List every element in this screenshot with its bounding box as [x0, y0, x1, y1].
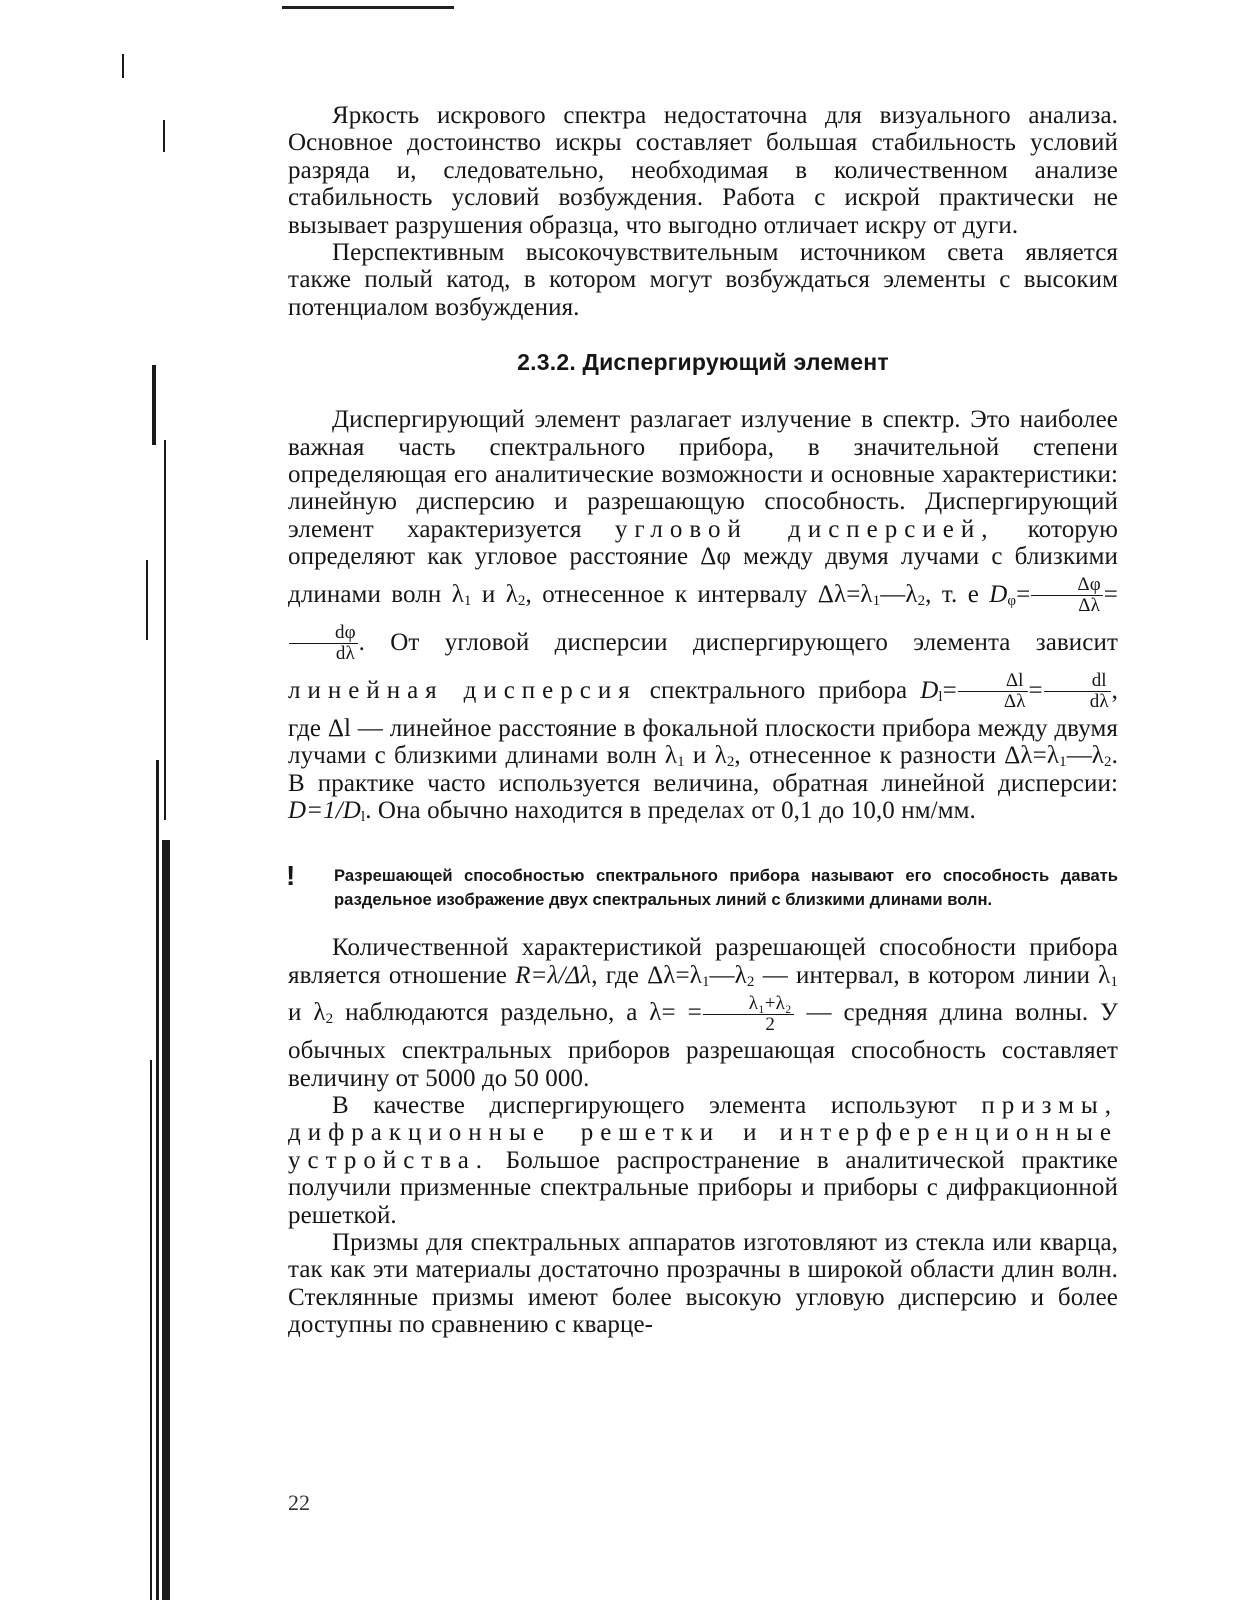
scan-artifact	[152, 365, 156, 445]
paragraph-dispersion: Диспергирующий элемент разлагает излучение в спектр. Это наиболее важная часть спектрального прибора, в значительной степени определяющая его аналитические возможности и основные характеристики: линейную дисперсию и разрешающую способность. Диспергирующий элемент характеризуется угловой дисперсией, которую определяют как угловое расстояние Δφ между двумя лучами с близкими длинами волн $\lambda_1$ и $\lambda_2$, отнесенное к интервалу $\Delta\lambda=\lambda_1—\lambda_2$, т. е $D_\varphi=$ $\frac{\Delta\varphi}{\Delta\lambda}$ = $\frac{d\varphi}{d\lambda}$ . От угловой дисперсии диспергирующего элемента зависит линейная дисперсия спектрального прибора $D_l=$ $\frac{\Delta l}{\Delta\lambda}$ = $\frac{dl}{d\lambda}$ , где Δl — линейное расстояние в фокальной плоскости прибора между двумя лучами с близкими длинами волн $\lambda_1$ и $\lambda_2$, отнесенное к разности $\Delta\lambda=\lambda_1—\lambda_2$. В практике часто используется величина, обратная линейной дисперсии: $D=1/D_l$. Она обычно находится в пределах от 0,1 до 10,0 нм/мм.	[288, 406, 1119, 825]
paragraph: В качестве диспергирующего элемента используют призмы, дифракционные решетки и интерференционные устройства. Большое распространение в аналитической практике получили призменные спектральные приборы и приборы с дифракционной решеткой.	[288, 1091, 1118, 1229]
fraction: $\frac{d\varphi}{d\lambda}$	[289, 623, 358, 664]
scan-artifact	[122, 54, 124, 78]
section-heading: 2.3.2. Диспергирующий элемент	[517, 349, 889, 376]
paragraph-resolution: Количественной характеристикой разрешающей способности прибора является отношение R=λ/Δλ, где $\Delta\lambda=\lambda_1—\lambda_2$ — интервал, в котором линии $\lambda_1$ и $\lambda_2$ наблюдаются раздельно, а λ= = $\frac{\text{λ₁+λ₂}}{2}$ — средняя длина волны. У обычных спектральных приборов разрешающая способность составляет величину от 5000 до 50 000.	[288, 934, 1118, 1092]
fraction: $\frac{dl}{d\lambda}$	[1044, 671, 1111, 712]
scan-artifact	[163, 120, 165, 152]
page-number: 22	[288, 1490, 310, 1515]
page-body	[288, 102, 1118, 1339]
notice-block	[286, 860, 1118, 912]
exclamation-icon: !	[286, 860, 296, 892]
scan-artifact	[146, 560, 148, 640]
scan-artifact	[164, 440, 166, 820]
top-rule	[282, 6, 454, 9]
scan-artifact	[150, 1060, 152, 1600]
fraction: $\frac{\Delta\varphi}{\Delta\lambda}$	[1031, 575, 1102, 616]
fraction: $\frac{\Delta l}{\Delta\lambda}$	[958, 671, 1028, 712]
paragraph: Призмы для спектральных аппаратов изготовляют из стекла или кварца, так как эти материалы достаточно прозрачны в широкой области длин волн. Стеклянные призмы имеют более высокую угловую дисперсию и более доступны по сравнению с кварце-	[288, 1228, 1118, 1339]
paragraph: Перспективным высокочувствительным источником света является также полый катод, в котором могут возбуждаться элементы с высоким потенциалом возбуждения.	[288, 239, 1118, 321]
fraction: $\frac{\text{λ₁+λ₂}}{2}$	[703, 994, 794, 1035]
scan-artifact	[156, 760, 159, 1600]
notice-text: Разрешающей способностью спектрального прибора называют его способность давать раздельное изображение двух спектральных линий с близкими длинами волн.	[334, 866, 1118, 910]
paragraph: Яркость искрового спектра недостаточна для визуального анализа. Основное достоинство искры составляет большая стабильность условий разряда и, следовательно, необходимая в количественном анализе стабильность условий возбуждения. Работа с искрой практически не вызывает разрушения образца, что выгодно отличает искру от дуги.	[288, 102, 1118, 239]
scan-artifact	[162, 840, 170, 1600]
